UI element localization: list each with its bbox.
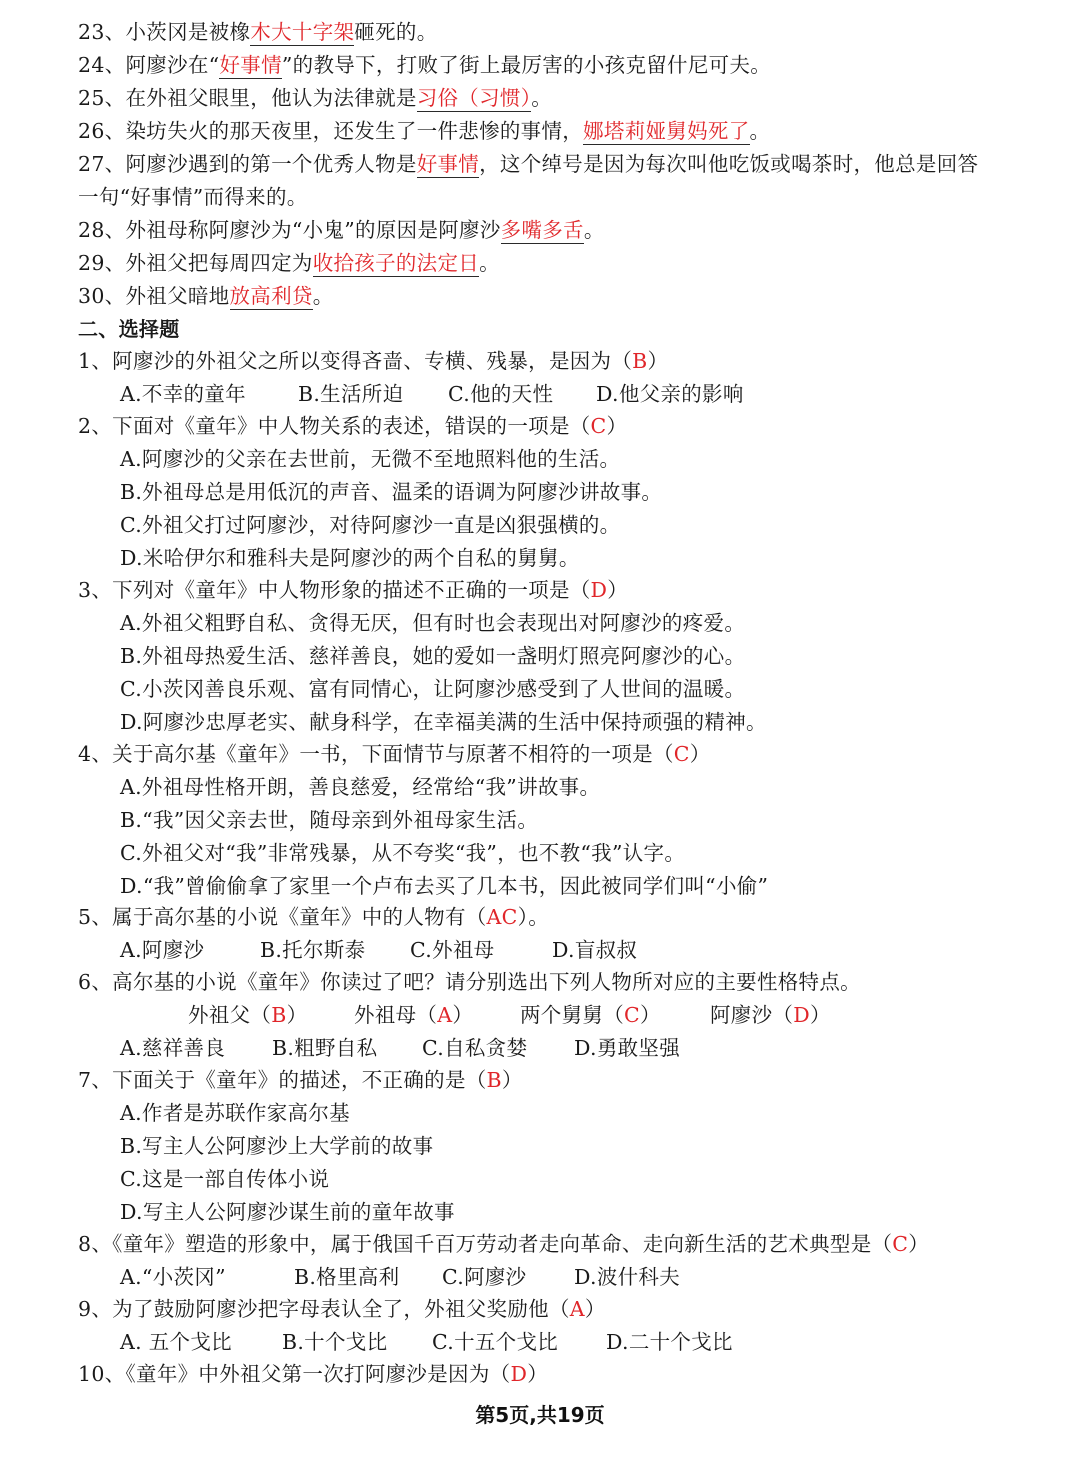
option: C.外祖母	[410, 938, 495, 962]
choice-q6-options	[78, 1032, 1050, 1065]
answer: B	[486, 1068, 502, 1092]
fill-q29	[78, 247, 1050, 280]
q-text: 3、下列对《童年》中人物形象的描述不正确的一项是（	[78, 578, 591, 602]
option: D.米哈伊尔和雅科夫是阿廖沙的两个自私的舅舅。	[120, 546, 580, 570]
choice-q4-stem	[78, 738, 1050, 771]
q-text: 30、外祖父暗地	[78, 284, 230, 308]
choice-q1-options	[78, 378, 1050, 411]
q-text: ）	[908, 1232, 930, 1256]
fill-q23	[78, 16, 1050, 49]
choice-q7-stem	[78, 1064, 1050, 1097]
q-text: ）	[647, 349, 669, 373]
option: A.外祖母性格开朗，善良慈爱，经常给“我”讲故事。	[120, 775, 601, 799]
q-text: 1、阿廖沙的外祖父之所以变得吝啬、专横、残暴，是因为（	[78, 349, 633, 373]
answer: 习俗（习惯）	[416, 86, 532, 110]
choice-q8-options	[78, 1261, 1050, 1294]
q-text: 26、染坊失火的那天夜里，还发生了一件悲惨的事情，	[78, 119, 584, 143]
fill-q26	[78, 115, 1050, 148]
q-text: ）	[501, 1068, 523, 1092]
q-text: 25、在外祖父眼里，他认为法律就是	[78, 86, 417, 110]
q-text: 。	[749, 119, 771, 143]
choice-q9-options	[78, 1326, 1050, 1359]
answer: A	[569, 1297, 585, 1321]
q-text: 9、为了鼓励阿廖沙把字母表认全了，外祖父奖励他（	[78, 1297, 570, 1321]
option: D.二十个戈比	[606, 1330, 733, 1354]
answer: 娜塔莉娅舅妈死了	[583, 119, 750, 143]
q-text: 23、小茨冈是被橡	[78, 20, 251, 44]
choice-q8-stem	[78, 1228, 1050, 1261]
choice-q3-stem	[78, 574, 1050, 607]
answer: C	[673, 742, 690, 766]
option: D.阿廖沙忠厚老实、献身科学，在幸福美满的生活中保持顽强的精神。	[120, 710, 767, 734]
choice-q1-stem	[78, 345, 1050, 378]
option: C.自私贪婪	[422, 1036, 528, 1060]
answer: D	[510, 1362, 528, 1386]
page-number: 第5页,共19页	[475, 1403, 605, 1427]
q-text: 10、《童年》中外祖父第一次打阿廖沙是因为（	[78, 1362, 511, 1386]
option: C.外祖父对“我”非常残暴，从不夸奖“我”，也不教“我”认字。	[120, 841, 686, 865]
q-text: 。	[479, 251, 500, 275]
q-text: ）。	[517, 905, 549, 929]
q-text: 2、下面对《童年》中人物关系的表述，错误的一项是（	[78, 414, 591, 438]
option: A.作者是苏联作家高尔基	[120, 1101, 350, 1125]
answer: C	[892, 1232, 909, 1256]
option: D.勇敢坚强	[574, 1036, 681, 1060]
option: D.“我”曾偷偷拿了家里一个卢布去买了几本书，因此被同学们叫“小偷”	[120, 874, 769, 898]
section-title: 二、选择题	[78, 317, 180, 341]
q-text: ）	[606, 414, 628, 438]
q-text: 28、外祖母称阿廖沙为“小鬼”的原因是阿廖沙	[78, 218, 501, 242]
choice-q9-stem	[78, 1293, 1050, 1326]
pair-grandfather: 外祖父（B）	[188, 1003, 308, 1027]
answer: 多嘴多舌	[500, 218, 584, 242]
option: A.外祖父粗野自私、贪得无厌，但有时也会表现出对阿廖沙的疼爱。	[120, 611, 746, 635]
option: A.不幸的童年	[120, 382, 246, 406]
q-text: 7、下面关于《童年》的描述，不正确的是（	[78, 1068, 487, 1092]
choice-q5-stem	[78, 901, 1050, 934]
answer: 收拾孩子的法定日	[312, 251, 480, 275]
q-text: ”的教导下，打败了街上最厉害的小孩克留什尼可夫。	[281, 53, 772, 77]
option: A.阿廖沙	[120, 938, 205, 962]
option: D.盲叔叔	[552, 938, 638, 962]
option: B.十个戈比	[282, 1330, 388, 1354]
q-text: 8、《童年》塑造的形象中，属于俄国千百万劳动者走向革命、走向新生活的艺术典型是（	[78, 1232, 893, 1256]
q-text: 24、阿廖沙在“	[78, 53, 220, 77]
answer: D	[590, 578, 608, 602]
answer: C	[590, 414, 607, 438]
answer: 放高利贷	[229, 284, 313, 308]
option: B.外祖母总是用低沉的声音、温柔的语调为阿廖沙讲故事。	[120, 480, 663, 504]
option: B.生活所迫	[298, 382, 404, 406]
option: D.他父亲的影响	[596, 382, 744, 406]
option: A.阿廖沙的父亲在去世前，无微不至地照料他的生活。	[120, 447, 621, 471]
pair-alyosha: 阿廖沙（D）	[710, 1003, 831, 1027]
choice-q6-pairs	[78, 999, 1050, 1032]
option: D.波什科夫	[574, 1265, 681, 1289]
choice-q6-stem: 6、高尔基的小说《童年》你读过了吧？请分别选出下列人物所对应的主要性格特点。	[78, 970, 861, 994]
q-text: ）	[584, 1297, 606, 1321]
pair-grandmother: 外祖母（A）	[354, 1003, 474, 1027]
option: A.慈祥善良	[120, 1036, 226, 1060]
fill-q25	[78, 82, 1050, 115]
fill-q24	[78, 49, 1050, 82]
q-text: ）	[607, 578, 629, 602]
q-text: 27、阿廖沙遇到的第一个优秀人物是	[78, 152, 417, 176]
pair-uncles: 两个舅舅（C）	[520, 1003, 661, 1027]
option: B.托尔斯泰	[260, 938, 366, 962]
q-text: 29、外祖父把每周四定为	[78, 251, 313, 275]
answer: 木大十字架	[250, 20, 355, 44]
fill-q27	[78, 148, 1050, 181]
answer: 好事情	[219, 53, 282, 77]
choice-q10-stem	[78, 1358, 1050, 1391]
q-text: 。	[531, 86, 553, 110]
option: D.写主人公阿廖沙谋生前的童年故事	[120, 1200, 455, 1224]
q-text: 4、关于高尔基《童年》一书，下面情节与原著不相符的一项是（	[78, 742, 674, 766]
option: B.写主人公阿廖沙上大学前的故事	[120, 1134, 434, 1158]
option: A. 五个戈比	[120, 1330, 232, 1354]
option: B.“我”因父亲去世，随母亲到外祖母家生活。	[120, 808, 539, 832]
option: C.小茨冈善良乐观、富有同情心，让阿廖沙感受到了人世间的温暖。	[120, 677, 746, 701]
choice-q2-stem	[78, 410, 1050, 443]
fill-q30	[78, 280, 1050, 313]
q-text: ，这个绰号是因为每次叫他吃饭或喝茶时，他总是回答	[479, 152, 979, 176]
option: C.阿廖沙	[442, 1265, 527, 1289]
option: C.外祖父打过阿廖沙，对待阿廖沙一直是凶狠强横的。	[120, 513, 621, 537]
option: C.十五个戈比	[432, 1330, 559, 1354]
fill-q27-cont: 一句“好事情”而得来的。	[78, 185, 308, 209]
option: A.“小茨冈”	[120, 1265, 226, 1289]
option: B.格里高利	[294, 1265, 400, 1289]
q-text: ）	[527, 1362, 548, 1386]
answer: B	[632, 349, 648, 373]
q-text: 。	[312, 284, 334, 308]
option: B.粗野自私	[272, 1036, 378, 1060]
fill-q28	[78, 214, 1050, 247]
option: C.他的天性	[448, 382, 554, 406]
q-text: 。	[583, 218, 605, 242]
answer: 好事情	[416, 152, 480, 176]
q-text: 5、属于高尔基的小说《童年》中的人物有（	[78, 905, 487, 929]
option: B.外祖母热爱生活、慈祥善良，她的爱如一盏明灯照亮阿廖沙的心。	[120, 644, 746, 668]
answer: AC	[486, 905, 518, 929]
choice-q5-options	[78, 934, 1050, 967]
q-text: ）	[689, 742, 711, 766]
option: C.这是一部自传体小说	[120, 1167, 330, 1191]
q-text: 砸死的。	[354, 20, 438, 44]
